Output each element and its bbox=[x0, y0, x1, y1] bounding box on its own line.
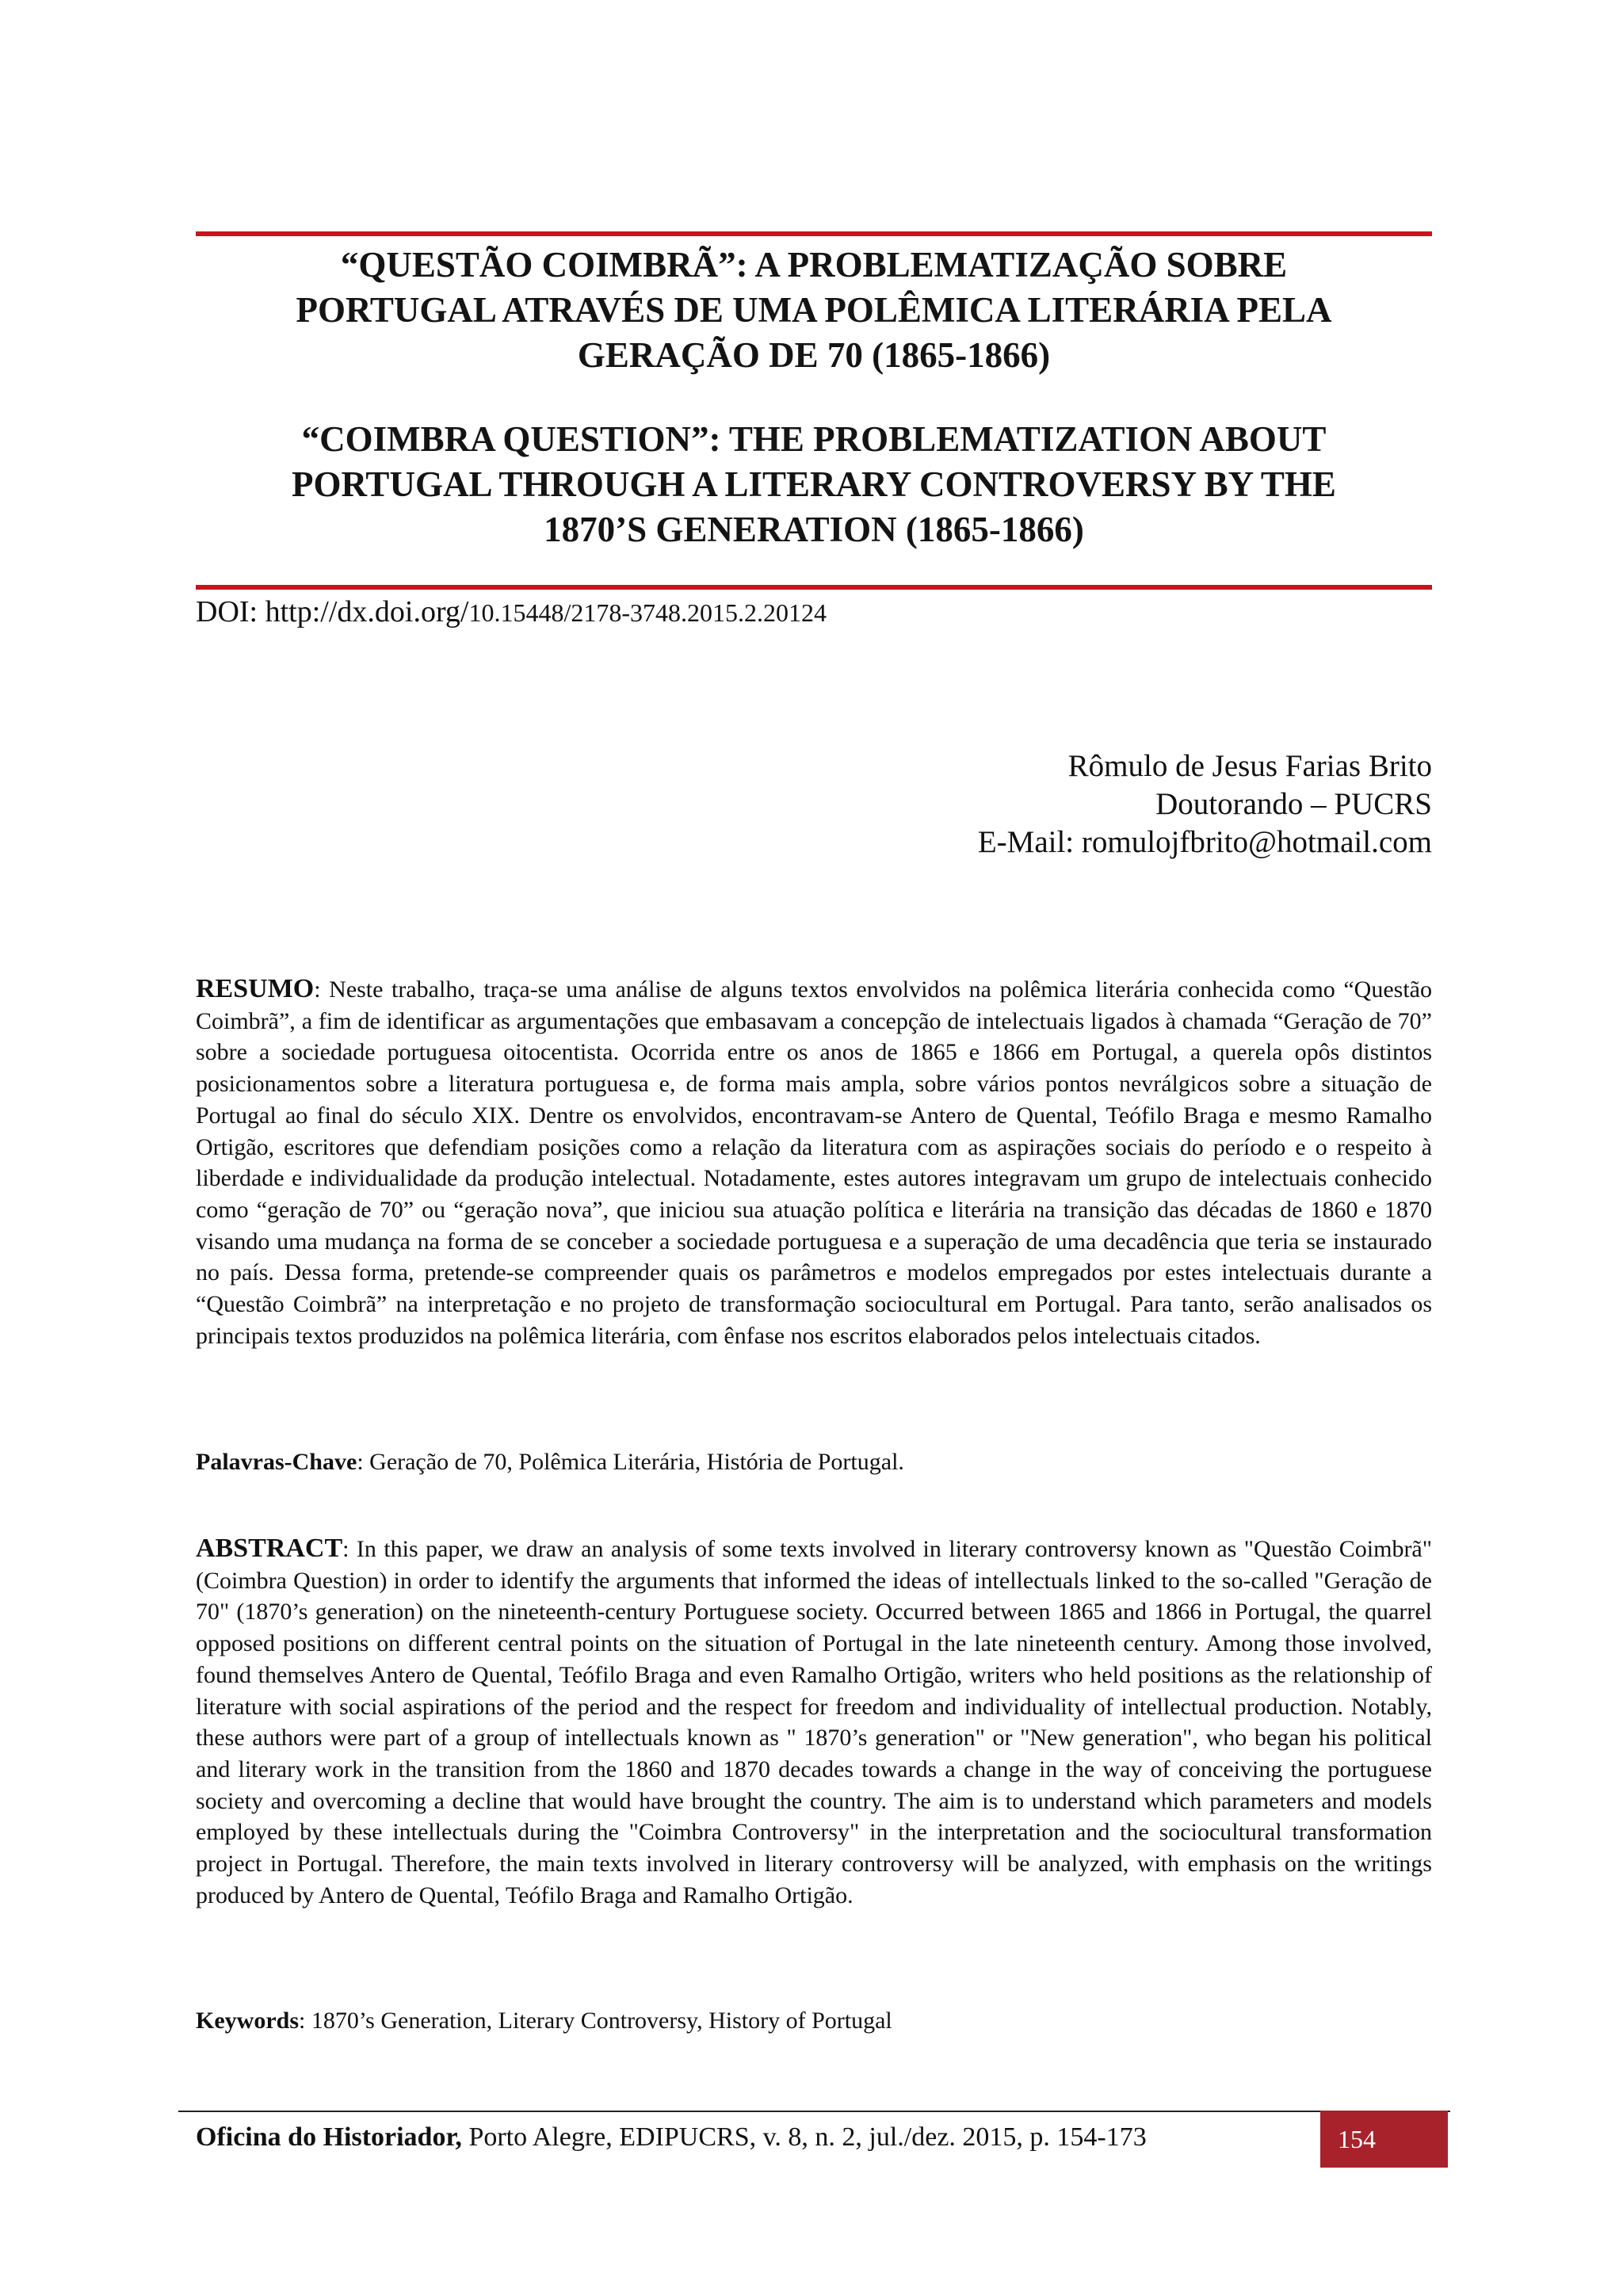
title-pt-line: “QUESTÃO COIMBRÃ”: A PROBLEMATIZAÇÃO SOBRE bbox=[340, 245, 1288, 285]
title-en-line: PORTUGAL THROUGH A LITERARY CONTROVERSY BY THE bbox=[292, 464, 1336, 504]
abstract-label: ABSTRACT bbox=[196, 1534, 343, 1563]
keywords-text: : 1870’s Generation, Literary Controversy, History of Portugal bbox=[299, 2008, 892, 2034]
title-pt-line: GERAÇÃO DE 70 (1865-1866) bbox=[577, 335, 1051, 375]
title-bottom-rule bbox=[196, 585, 1432, 590]
title-pt-line: PORTUGAL ATRAVÉS DE UMA POLÊMICA LITERÁRIA PELA bbox=[296, 290, 1332, 330]
author-email: E-Mail: romulojfbrito@hotmail.com bbox=[977, 825, 1432, 859]
keywords-label: Keywords bbox=[196, 2008, 299, 2034]
keywords-line bbox=[196, 2005, 1432, 2037]
journal-name: Oficina do Historiador, bbox=[196, 2122, 462, 2152]
author-name: Rômulo de Jesus Farias Brito bbox=[1067, 749, 1432, 783]
footer-citation bbox=[196, 2120, 1147, 2155]
doi-line bbox=[196, 593, 827, 632]
title-en-line: 1870’S GENERATION (1865-1866) bbox=[544, 510, 1084, 549]
abstract-text: : In this paper, we draw an analysis of some texts involved in literary controversy known as "Questão Coimbrã" (Coimbra Question) in order to identify the arguments that informed the ideas of intellectuals linked to the so-called "Geração de 70" (1870’s generation) on the nineteenth-century Portuguese society. Occurred between 1865 and 1866 in Portugal, the quarrel opposed positions on different central points on the situation of Portugal in the late nineteenth century. Among those involved, found themselves Antero de Quental, Teófilo Braga and even Ramalho Ortigão, writers who held positions as the relationship of literature with social aspirations of the period and the respect for freedom and individuality of intellectual production. Notably, these authors were part of a group of intellectuals known as " 1870’s generation" or "New generation", who began his political and literary work in the transition from the 1860 and 1870 decades towards a change in the way of conceiving the portuguese society and overcoming a decline that would have brought the country. The aim is to understand which parameters and models employed by these intellectuals during the "Coimbra Controversy" in the interpretation and the sociocultural transformation project in Portugal. Therefore, the main texts involved in literary controversy will be analyzed, with emphasis on the writings produced by Antero de Quental, Teófilo Braga and Ramalho Ortigão. bbox=[196, 1536, 1432, 1908]
doi-prefix: DOI: http://dx.doi.org/ bbox=[196, 595, 469, 628]
citation-details: Porto Alegre, EDIPUCRS, v. 8, n. 2, jul./dez. 2015, p. 154-173 bbox=[461, 2122, 1147, 2152]
page-number: 154 bbox=[1338, 2125, 1376, 2153]
palavras-chave-text: : Geração de 70, Polêmica Literária, História de Portugal. bbox=[357, 1449, 904, 1475]
title-en-line: “COIMBRA QUESTION”: THE PROBLEMATIZATION ABOUT bbox=[301, 419, 1327, 459]
title-top-rule bbox=[196, 231, 1432, 236]
abstract-paragraph bbox=[196, 1533, 1432, 1911]
page-number-badge bbox=[1320, 2111, 1448, 2168]
doi-number: 10.15448/2178-3748.2015.2.20124 bbox=[468, 598, 827, 627]
resumo-label: RESUMO bbox=[196, 974, 315, 1003]
author-info bbox=[978, 747, 1432, 861]
resumo-paragraph bbox=[196, 973, 1432, 1351]
title-english bbox=[196, 417, 1432, 552]
footer-rule bbox=[178, 2111, 1450, 2112]
author-affiliation: Doutorando – PUCRS bbox=[1155, 787, 1432, 821]
palavras-chave-line bbox=[196, 1446, 1432, 1478]
title-portuguese bbox=[196, 243, 1432, 378]
palavras-chave-label: Palavras-Chave bbox=[196, 1449, 357, 1475]
resumo-text: : Neste trabalho, traça-se uma análise de alguns textos envolvidos na polêmica literária conhecida como “Questão Coimbrã”, a fim de identificar as argumentações que embasavam a concepção de intelectuais ligados à chamada “Geração de 70” sobre a sociedade portuguesa oitocentista. Ocorrida entre os anos de 1865 e 1866 em Portugal, a querela opôs distintos posicionamentos sobre a literatura portuguesa e, de forma mais ampla, sobre vários pontos nevrálgicos sobre a situação de Portugal ao final do século XIX. Dentre os envolvidos, encontravam-se Antero de Quental, Teófilo Braga e mesmo Ramalho Ortigão, escritores que defendiam posições como a relação da literatura com as aspirações sociais do período e o respeito à liberdade e individualidade da produção intelectual. Notadamente, estes autores integravam um grupo de intelectuais conhecido como “geração de 70” ou “geração nova”, que iniciou sua atuação política e literária na transição das décadas de 1860 e 1870 visando uma mudança na forma de se conceber a sociedade portuguesa e a superação de uma decadência que teria se instaurado no país. Dessa forma, pretende-se compreender quais os parâmetros e modelos empregados por estes intelectuais durante a “Questão Coimbrã” na interpretação e no projeto de transformação sociocultural em Portugal. Para tanto, serão analisados os principais textos produzidos na polêmica literária, com ênfase nos escritos elaborados pelos intelectuais citados. bbox=[196, 976, 1432, 1349]
